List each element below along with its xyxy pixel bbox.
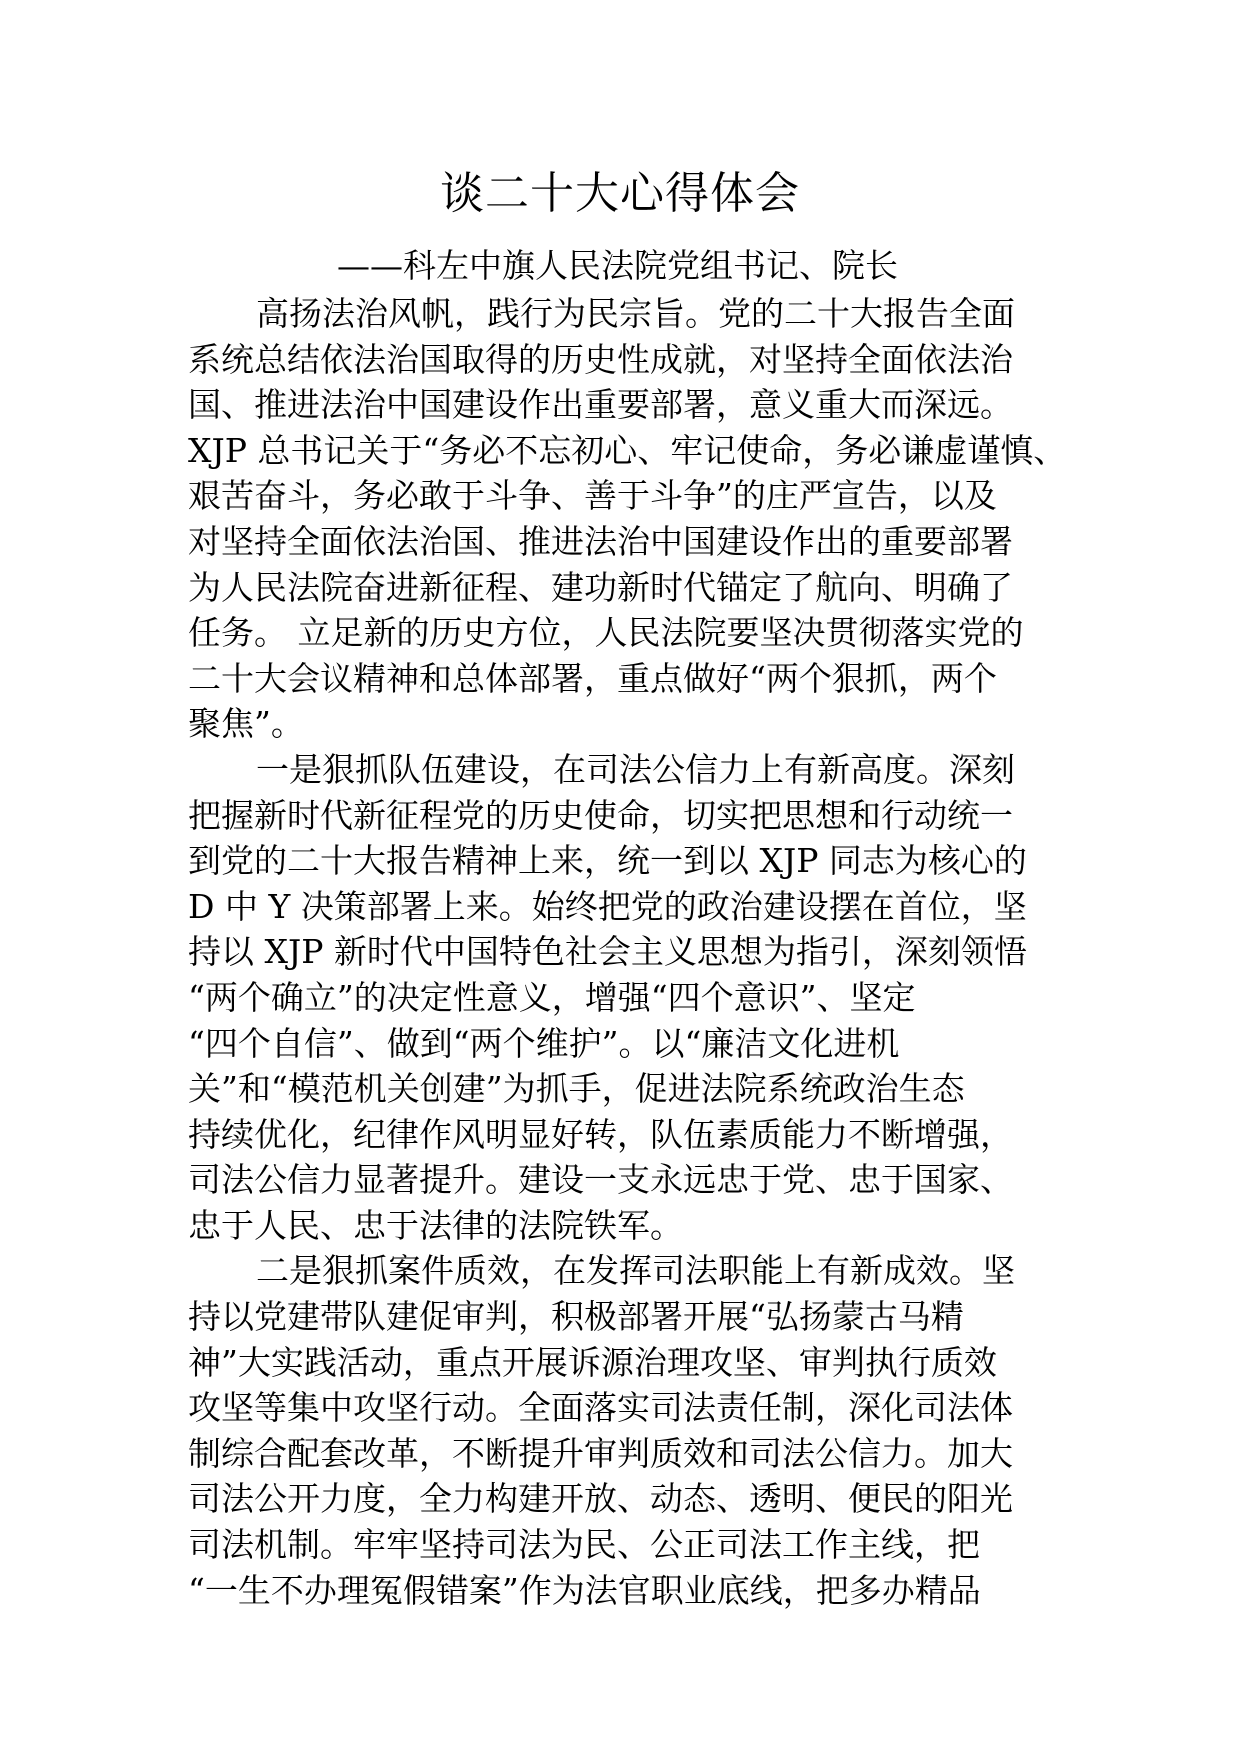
paragraph-line: 持以党建带队建促审判，积极部署开展“弘扬蒙古马精 xyxy=(188,1297,964,1337)
paragraph-line: 二是狠抓案件质效，在发挥司法职能上有新成效。坚 xyxy=(256,1251,1015,1291)
paragraph-line: 系统总结依法治国取得的历史性成就，对坚持全面依法治 xyxy=(188,339,1013,379)
paragraph-3 xyxy=(188,1248,1058,1613)
paragraph-line: 神”大实践活动，重点开展诉源治理攻坚、审判执行质效 xyxy=(188,1342,997,1382)
document-title: 谈二十大心得体会 xyxy=(440,168,800,219)
paragraph-line: 任务。 立足新的历史方位，人民法院要坚决贯彻落实党的 xyxy=(188,613,1024,653)
paragraph-line: 艰苦奋斗，务必敢于斗争、善于斗争”的庄严宣告，以及 xyxy=(188,476,997,516)
paragraph-line: 司法机制。牢牢坚持司法为民、公正司法工作主线，把 xyxy=(188,1525,980,1565)
document-body xyxy=(188,291,1067,1613)
paragraph-line: 司法公信力显著提升。建设一支永远忠于党、忠于国家、 xyxy=(188,1160,1013,1200)
paragraph-line: 制综合配套改革，不断提升审判质效和司法公信力。加大 xyxy=(188,1433,1013,1473)
paragraph-line: D 中 Y 决策部署上来。始终把党的政治建设摆在首位，坚 xyxy=(188,886,1027,926)
paragraph-line: XJP 总书记关于“务必不忘初心、牢记使命，务必谦虚谨慎、 xyxy=(188,430,1067,470)
paragraph-line: 为人民法院奋进新征程、建功新时代锚定了航向、明确了 xyxy=(188,567,1013,607)
paragraph-line: 一是狠抓队伍建设，在司法公信力上有新高度。深刻 xyxy=(256,749,1015,789)
paragraph-line: 持续优化，纪律作风明显好转，队伍素质能力不断增强， xyxy=(188,1114,1013,1154)
document-subtitle: ——科左中旗人民法院党组书记、院长 xyxy=(337,246,898,285)
paragraph-line: “两个确立”的决定性意义，增强“四个意识”、坚定 xyxy=(188,977,916,1017)
paragraph-line: 到党的二十大报告精神上来，统一到以 XJP 同志为核心的 xyxy=(188,841,1027,881)
paragraph-line: 持以 XJP 新时代中国特色社会主义思想为指引，深刻领悟 xyxy=(188,932,1027,972)
paragraph-1 xyxy=(188,291,1067,747)
paragraph-line: 司法公开力度，全力构建开放、动态、透明、便民的阳光 xyxy=(188,1479,1013,1519)
paragraph-line: 二十大会议精神和总体部署，重点做好“两个狠抓，两个 xyxy=(188,658,997,698)
paragraph-2 xyxy=(188,747,1058,1249)
paragraph-line: 忠于人民、忠于法律的法院铁军。 xyxy=(188,1205,683,1245)
paragraph-line: “一生不办理冤假错案”作为法官职业底线，把多办精品 xyxy=(188,1570,981,1610)
paragraph-line: “四个自信”、做到“两个维护”。以“廉洁文化进机 xyxy=(188,1023,900,1063)
paragraph-line: 高扬法治风帆，践行为民宗旨。党的二十大报告全面 xyxy=(256,294,1015,333)
paragraph-line: 聚焦”。 xyxy=(188,704,304,744)
paragraph-line: 攻坚等集中攻坚行动。全面落实司法责任制，深化司法体 xyxy=(188,1388,1013,1428)
paragraph-line: 关”和“模范机关创建”为抓手，促进法院系统政治生态 xyxy=(188,1069,965,1109)
paragraph-line: 国、推进法治中国建设作出重要部署，意义重大而深远。 xyxy=(188,385,1013,425)
paragraph-line: 把握新时代新征程党的历史使命，切实把思想和行动统一 xyxy=(188,795,1013,835)
paragraph-line: 对坚持全面依法治国、推进法治中国建设作出的重要部署 xyxy=(188,521,1013,561)
